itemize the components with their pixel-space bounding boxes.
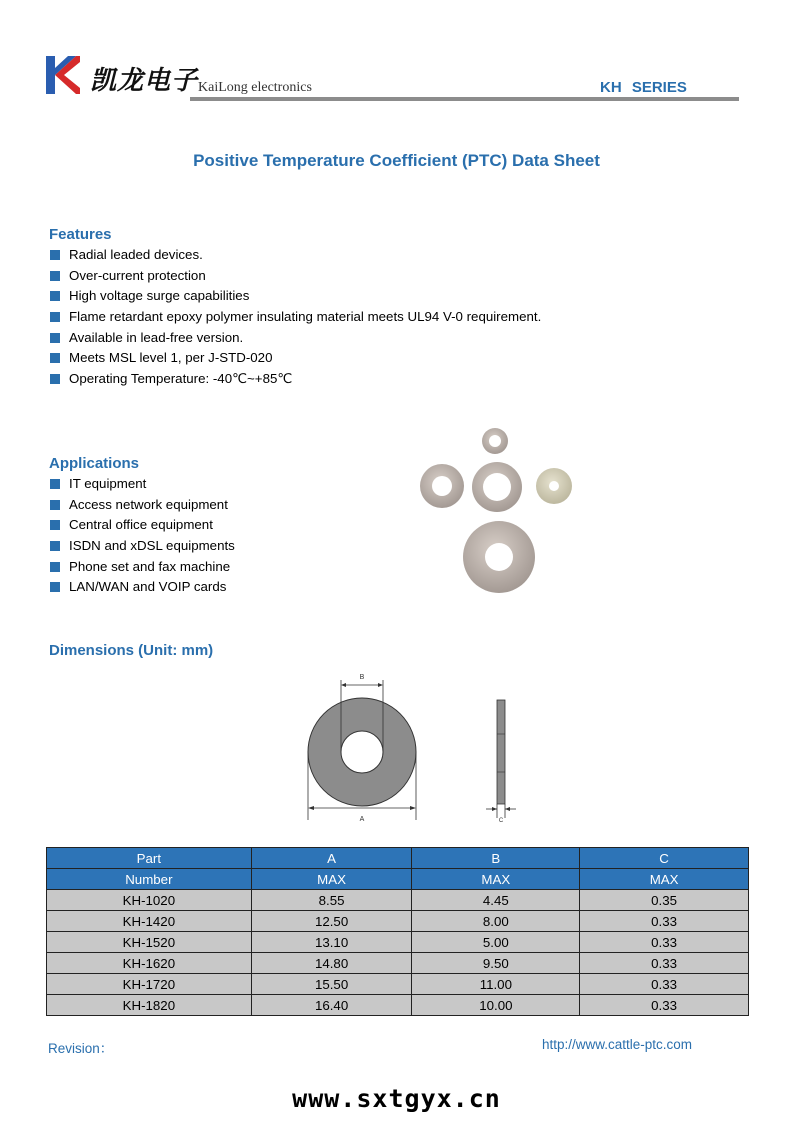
b-cell: 9.50 [412,953,580,974]
square-bullet-icon [50,520,60,530]
part-cell: KH-1520 [47,932,252,953]
features-heading: Features [49,226,112,243]
square-bullet-icon [50,541,60,551]
kailong-logo-icon [46,56,80,94]
table-row [47,890,749,911]
a-header: A [251,848,412,869]
watermark-url: www.sxtgyx.cn [292,1084,501,1113]
part-cell: KH-1420 [47,911,252,932]
part-cell: KH-1720 [47,974,252,995]
table-row [47,995,749,1016]
square-bullet-icon [50,562,60,572]
list-item: Radial leaded devices. [48,245,668,266]
list-item: High voltage surge capabilities [48,286,668,307]
dimension-drawing [300,668,540,828]
applications-heading: Applications [49,455,140,472]
c-cell: 0.33 [580,932,749,953]
b-cell: 5.00 [412,932,580,953]
square-bullet-icon [50,271,60,281]
a-max-header: MAX [251,869,412,890]
label-a: A [359,816,365,823]
b-cell: 10.00 [412,995,580,1016]
table-header-row [47,848,749,869]
list-item: Available in lead-free version. [48,328,668,349]
list-item: LAN/WAN and VOIP cards [48,577,368,598]
list-item: Over-current protection [48,266,668,287]
c-cell: 0.33 [580,974,749,995]
a-cell: 15.50 [251,974,412,995]
header-divider [190,97,739,101]
square-bullet-icon [50,291,60,301]
c-cell: 0.33 [580,953,749,974]
number-header: Number [47,869,252,890]
square-bullet-icon [50,333,60,343]
dimensions-table [46,847,749,1016]
a-cell: 13.10 [251,932,412,953]
part-cell: KH-1820 [47,995,252,1016]
label-b: B [359,674,365,681]
square-bullet-icon [50,479,60,489]
list-item: Operating Temperature: -40℃~+85℃ [48,369,668,390]
list-item: Access network equipment [48,495,368,516]
square-bullet-icon [50,374,60,384]
applications-list [48,474,368,598]
b-header: B [412,848,580,869]
table-row [47,911,749,932]
c-cell: 0.35 [580,890,749,911]
product-photo [410,420,580,610]
part-cell: KH-1020 [47,890,252,911]
list-item: Phone set and fax machine [48,557,368,578]
table-row [47,953,749,974]
c-cell: 0.33 [580,995,749,1016]
square-bullet-icon [50,500,60,510]
a-cell: 12.50 [251,911,412,932]
c-cell: 0.33 [580,911,749,932]
b-cell: 4.45 [412,890,580,911]
list-item: Flame retardant epoxy polymer insulating material meets UL94 V-0 requirement. [48,307,668,328]
a-cell: 14.80 [251,953,412,974]
list-item: Central office equipment [48,515,368,536]
features-list [48,245,668,390]
c-max-header: MAX [580,869,749,890]
list-item: ISDN and xDSL equipments [48,536,368,557]
part-header: Part [47,848,252,869]
b-cell: 11.00 [412,974,580,995]
b-max-header: MAX [412,869,580,890]
website-link[interactable]: http://www.cattle-ptc.com [542,1037,693,1052]
table-row [47,932,749,953]
revision-label: Revision： [48,1041,114,1056]
a-cell: 8.55 [251,890,412,911]
page-title: Positive Temperature Coefficient (PTC) Data Sheet [193,151,600,170]
logo-chinese-name: 凯龙电子 [90,66,199,96]
table-row [47,974,749,995]
list-item: IT equipment [48,474,368,495]
label-c: C [498,818,504,824]
square-bullet-icon [50,582,60,592]
series-label: KH SERIES [600,79,687,96]
list-item: Meets MSL level 1, per J-STD-020 [48,348,668,369]
logo-english-name: KaiLong electronics [198,80,312,95]
square-bullet-icon [50,250,60,260]
dimensions-heading: Dimensions (Unit: mm) [49,642,214,659]
c-header: C [580,848,749,869]
part-cell: KH-1620 [47,953,252,974]
a-cell: 16.40 [251,995,412,1016]
table-header-row [47,869,749,890]
b-cell: 8.00 [412,911,580,932]
square-bullet-icon [50,353,60,363]
square-bullet-icon [50,312,60,322]
